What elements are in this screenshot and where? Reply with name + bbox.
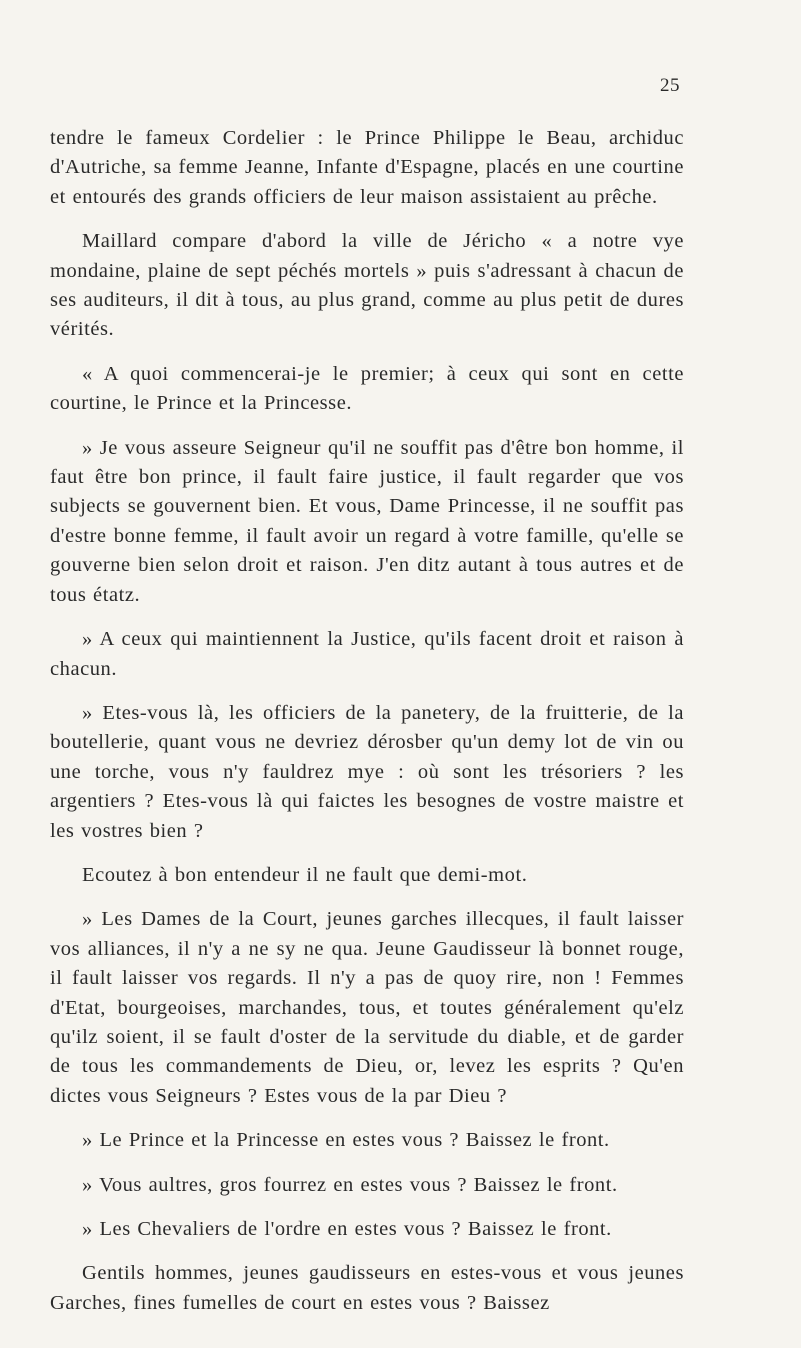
paragraph: Maillard compare d'abord la ville de Jéricho « a notre vye mondaine, plaine de sept péchés mortels » puis s'adressant à chacun de ses auditeurs, il dit à tous, au plus grand, comme au plus petit de dures vérités. [50,230,684,341]
paragraph: » A ceux qui maintiennent la Justice, qu'ils facent droit et raison à chacun. [50,628,684,680]
paragraph: » Les Chevaliers de l'ordre en estes vous ? Baissez le front. [82,1218,612,1240]
paragraph: tendre le fameux Cordelier : le Prince Philippe le Beau, archiduc d'Autriche, sa femme Jeanne, Infante d'Espagne, placés en une courtine et entourés des grands officiers de leur maison assistaient au prêche. [50,127,684,208]
paragraph: » Le Prince et la Princesse en estes vous ? Baissez le front. [82,1129,610,1152]
body-text [50,124,684,1318]
paragraph: » Vous aultres, gros fourrez en estes vous ? Baissez le front. [82,1173,618,1196]
page-number: 25 [660,75,680,96]
paragraph: Gentils hommes, jeunes gaudisseurs en estes-vous et vous jeunes Garches, fines fumelles de court en estes vous ? Baissez [50,1262,684,1314]
paragraph: « A quoi commencerai-je le premier; à ceux qui sont en cette courtine, le Prince et la Princesse. [50,362,684,415]
paragraph: » Je vous asseure Seigneur qu'il ne souffit pas d'être bon homme, il faut être bon prince, il fault faire justice, il fault regarder que vos subjects se gouvernent bien. Et vous, Dame Princesse, il ne souffit pas d'estre bonne femme, il fault avoir un regard à votre famille, qu'elle se gouverne bien selon droit et raison. J'en ditz autant à tous autres et de tous étatz. [50,436,684,606]
paragraph: Ecoutez à bon entendeur il ne fault que demi-mot. [82,863,528,886]
paragraph: » Les Dames de la Court, jeunes garches illecques, il fault laisser vos alliances, il n'y a ne sy ne qua. Jeune Gaudisseur là bonnet rouge, il fault laisser vos regards. Il n'y a pas de quoy rire, non ! Femmes d'Etat, bourgeoises, marchandes, tous, et toutes généralement qu'elz qu'ilz soient, il se fault d'oster de la servitude du diable, et de garder de tous les commandements de Dieu, or, levez les esprits ? Qu'en dictes vous Seigneurs ? Estes vous de la par Dieu ? [50,908,684,1107]
paragraph: » Etes-vous là, les officiers de la panetery, de la fruitterie, de la boutellerie, quant vous ne devriez dérosber qu'un demy lot de vin ou une torche, vous n'y fauldrez mye : où sont les trésoriers ? les argentiers ? Etes-vous là qui faictes les besognes de vostre maistre et les vostres bien ? [50,701,684,842]
